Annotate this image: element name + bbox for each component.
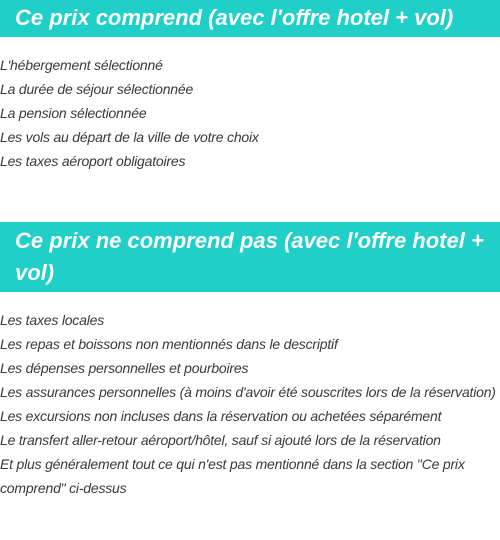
included-item-airport-taxes: Les taxes aéroport obligatoires [0, 153, 186, 169]
excluded-item-meals-drinks: Les repas et boissons non mentionnés dans le descriptif [0, 336, 338, 352]
excluded-item-insurance: Les assurances personnelles (à moins d'avoir été souscrites lors de la réservation) [0, 384, 496, 400]
excluded-item-general: Et plus généralement tout ce qui n'est pas mentionné dans la section "Ce prix comprend" ci-dessus [0, 456, 465, 496]
excluded-item-excursions: Les excursions non incluses dans la réservation ou achetées séparément [0, 408, 442, 424]
included-item-accommodation: L'hébergement sélectionné [0, 57, 163, 73]
excluded-item-transfer: Le transfert aller-retour aéroport/hôtel, sauf si ajouté lors de la réservation [0, 432, 441, 448]
excluded-section-title: Ce prix ne comprend pas (avec l'offre hotel + vol) [0, 222, 500, 292]
included-item-board: La pension sélectionnée [0, 105, 147, 121]
included-section-title: Ce prix comprend (avec l'offre hotel + vol) [0, 0, 500, 37]
included-list [0, 53, 498, 173]
included-item-flights: Les vols au départ de la ville de votre choix [0, 129, 259, 145]
excluded-item-personal-expenses: Les dépenses personnelles et pourboires [0, 360, 249, 376]
excluded-item-local-taxes: Les taxes locales [0, 312, 104, 328]
excluded-list [0, 308, 498, 500]
included-item-stay-duration: La durée de séjour sélectionnée [0, 81, 194, 97]
